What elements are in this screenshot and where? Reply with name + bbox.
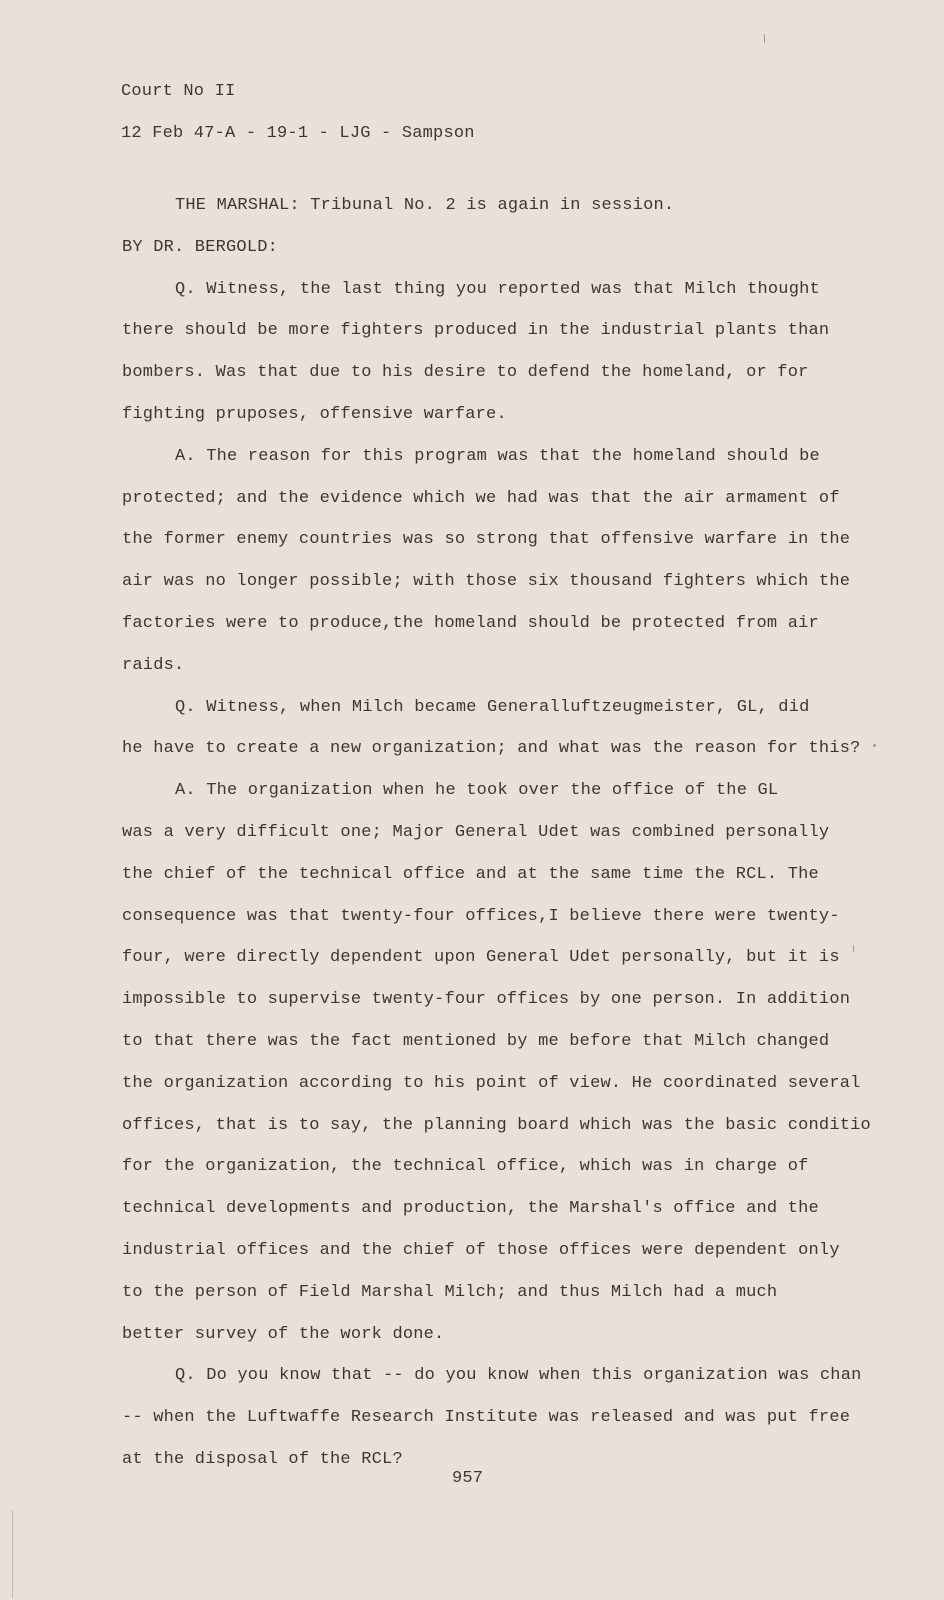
transcript-line: the chief of the technical office and at the same time the RCL. The [122,864,819,884]
transcript-line: Q. Do you know that -- do you know when this organization was chan [175,1366,862,1386]
transcript-line: fighting pruposes, offensive warfare. [122,404,507,424]
transcript-line: -- when the Luftwaffe Research Institute was released and was put free [122,1408,851,1428]
transcript-line: industrial offices and the chief of those offices were dependent only [122,1240,840,1260]
transcript-line: consequence was that twenty-four offices,I believe there were twenty- [122,906,840,926]
transcript-line: the organization according to his point of view. He coordinated several [122,1073,861,1093]
transcript-body [122,185,882,1481]
transcript-line: factories were to produce,the homeland should be protected from air [122,613,819,633]
transcript-line: A. The organization when he took over the office of the GL [175,781,779,801]
page-number: 957 [452,1469,484,1488]
transcript-line: the former enemy countries was so strong that offensive warfare in the [122,530,851,550]
transcript-line: four, were directly dependent upon General Udet personally, but it is [122,948,840,968]
transcript-line: Q. Witness, the last thing you reported was that Milch thought [175,279,820,299]
transcript-line: Q. Witness, when Milch became Generalluftzeugmeister, GL, did [175,697,810,717]
court-number: Court No II [121,82,236,101]
transcript-line: BY DR. BERGOLD: [122,237,279,257]
transcript-line: offices, that is to say, the planning board which was the basic conditio [122,1115,871,1135]
page-edge-line [12,1510,13,1598]
session-reference: 12 Feb 47-A - 19-1 - LJG - Sampson [121,124,475,143]
transcript-line: was a very difficult one; Major General Udet was combined personally [122,822,830,842]
transcript-line: at the disposal of the RCL? [122,1449,403,1469]
transcript-line: raids. [122,655,185,675]
transcript-line: air was no longer possible; with those six thousand fighters which the [122,572,851,592]
transcript-line: THE MARSHAL: Tribunal No. 2 is again in session. [175,196,675,215]
transcript-line: there should be more fighters produced in the industrial plants than [122,321,830,341]
transcript-line: A. The reason for this program was that the homeland should be [175,446,820,466]
stray-mark [764,34,765,43]
document-header [121,71,475,155]
transcript-line: for the organization, the technical office, which was in charge of [122,1157,809,1177]
transcript-line: technical developments and production, the Marshal's office and the [122,1199,819,1219]
transcript-line: impossible to supervise twenty-four offices by one person. In addition [122,990,851,1010]
transcript-line: to that there was the fact mentioned by me before that Milch changed [122,1031,830,1051]
transcript-line: protected; and the evidence which we had was that the air armament of [122,488,840,508]
transcript-line: better survey of the work done. [122,1324,445,1344]
transcript-line: to the person of Field Marshal Milch; and thus Milch had a much [122,1282,778,1302]
transcript-line: he have to create a new organization; and what was the reason for this? [122,739,861,759]
transcript-line: bombers. Was that due to his desire to defend the homeland, or for [122,363,809,383]
